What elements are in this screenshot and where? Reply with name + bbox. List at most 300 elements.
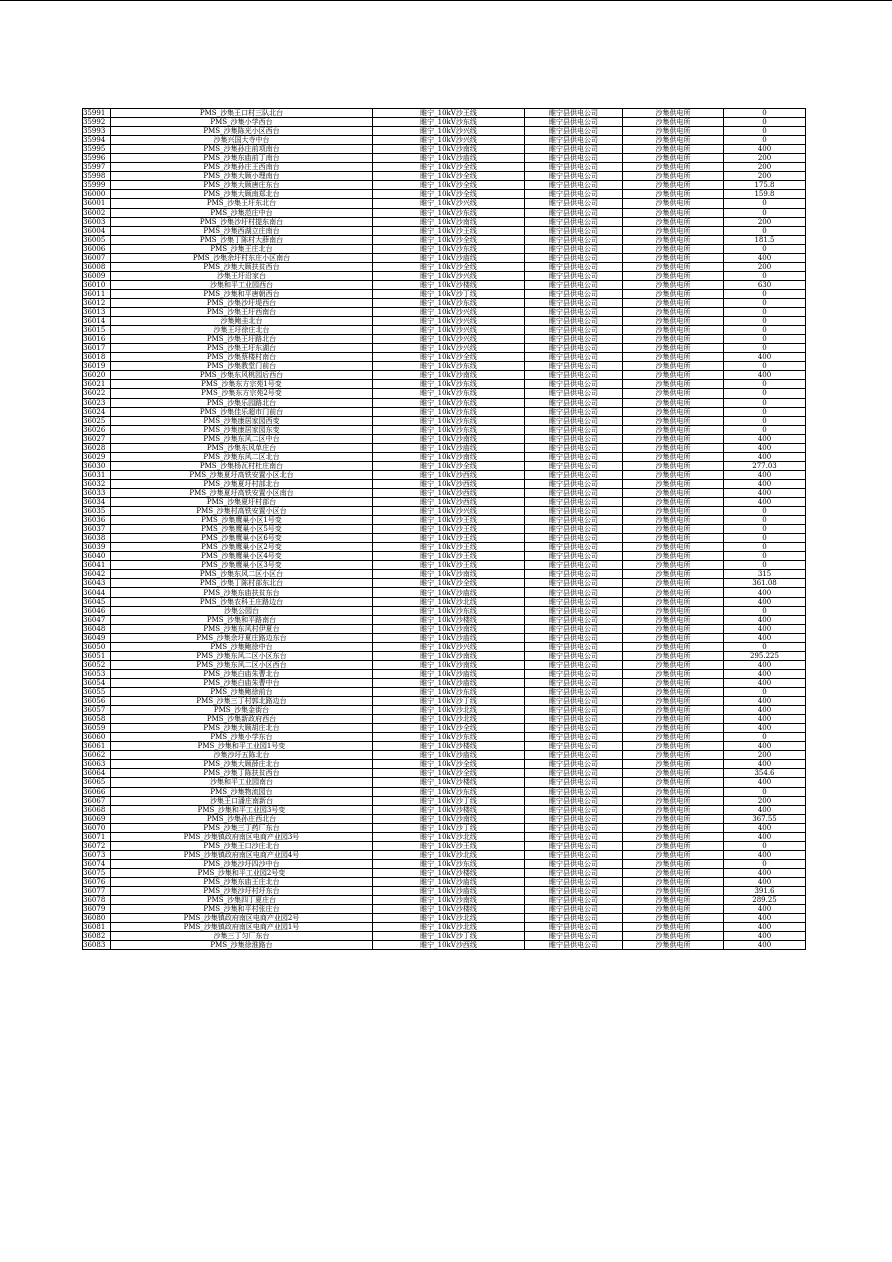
capacity-cell: 0 [724, 380, 806, 389]
company-cell: 睢宁县供电公司 [525, 335, 623, 344]
supply-station-cell: 沙集供电所 [623, 118, 724, 127]
row-id-cell: 36065 [83, 778, 111, 787]
station-name-cell: PMS_沙集大顾扶贫西台 [111, 262, 373, 271]
row-id-cell: 36000 [83, 190, 111, 199]
company-cell: 睢宁县供电公司 [525, 326, 623, 335]
row-id-cell: 35991 [83, 109, 111, 118]
feeder-line-cell: 睢宁_10kV沙西线 [373, 470, 525, 479]
company-cell: 睢宁县供电公司 [525, 407, 623, 416]
company-cell: 睢宁县供电公司 [525, 199, 623, 208]
feeder-line-cell: 睢宁_10kV沙兴线 [373, 127, 525, 136]
table-row [83, 887, 806, 896]
company-cell: 睢宁县供电公司 [525, 570, 623, 579]
supply-station-cell: 沙集供电所 [623, 226, 724, 235]
company-cell: 睢宁县供电公司 [525, 163, 623, 172]
table-row [83, 235, 806, 244]
table-row [83, 606, 806, 615]
capacity-cell: 315 [724, 570, 806, 579]
company-cell: 睢宁县供电公司 [525, 308, 623, 317]
feeder-line-cell: 睢宁_10kV沙楼线 [373, 280, 525, 289]
station-name-cell: PMS_沙集王口村三队北台 [111, 109, 373, 118]
capacity-cell: 0 [724, 199, 806, 208]
company-cell: 睢宁县供电公司 [525, 498, 623, 507]
supply-station-cell: 沙集供电所 [623, 407, 724, 416]
company-cell: 睢宁县供电公司 [525, 398, 623, 407]
station-name-cell: 沙集王圩沿家台 [111, 271, 373, 280]
feeder-line-cell: 睢宁_10kV沙东线 [373, 208, 525, 217]
table-row [83, 344, 806, 353]
station-name-cell: 沙集公园台 [111, 606, 373, 615]
supply-station-cell: 沙集供电所 [623, 660, 724, 669]
capacity-cell: 277.03 [724, 461, 806, 470]
row-id-cell: 36013 [83, 308, 111, 317]
capacity-cell: 400 [724, 669, 806, 678]
capacity-cell: 0 [724, 407, 806, 416]
feeder-line-cell: 睢宁_10kV沙兴线 [373, 199, 525, 208]
table-row [83, 742, 806, 751]
feeder-line-cell: 睢宁_10kV沙丁线 [373, 697, 525, 706]
row-id-cell: 35995 [83, 145, 111, 154]
table-row [83, 145, 806, 154]
supply-station-cell: 沙集供电所 [623, 868, 724, 877]
company-cell: 睢宁县供电公司 [525, 742, 623, 751]
feeder-line-cell: 睢宁_10kV沙王线 [373, 226, 525, 235]
supply-station-cell: 沙集供电所 [623, 923, 724, 932]
station-name-cell: PMS_沙集东风村伊夏台 [111, 624, 373, 633]
row-id-cell: 35999 [83, 181, 111, 190]
supply-station-cell: 沙集供电所 [623, 742, 724, 751]
table-row [83, 552, 806, 561]
supply-station-cell: 沙集供电所 [623, 344, 724, 353]
station-name-cell: PMS_沙集丁陈村部东北台 [111, 579, 373, 588]
feeder-line-cell: 睢宁_10kV沙南线 [373, 217, 525, 226]
company-cell: 睢宁县供电公司 [525, 208, 623, 217]
capacity-cell: 367.55 [724, 814, 806, 823]
feeder-line-cell: 睢宁_10kV沙楼线 [373, 778, 525, 787]
company-cell: 睢宁县供电公司 [525, 118, 623, 127]
row-id-cell: 36032 [83, 479, 111, 488]
feeder-line-cell: 睢宁_10kV沙兴线 [373, 507, 525, 516]
data-table [82, 108, 806, 950]
feeder-line-cell: 睢宁_10kV沙全线 [373, 579, 525, 588]
table-row [83, 651, 806, 660]
table-row [83, 208, 806, 217]
company-cell: 睢宁县供电公司 [525, 127, 623, 136]
table-row [83, 597, 806, 606]
row-id-cell: 36070 [83, 823, 111, 832]
supply-station-cell: 沙集供电所 [623, 588, 724, 597]
supply-station-cell: 沙集供电所 [623, 498, 724, 507]
table-row [83, 914, 806, 923]
table-row [83, 289, 806, 298]
capacity-cell: 400 [724, 678, 806, 687]
supply-station-cell: 沙集供电所 [623, 859, 724, 868]
row-id-cell: 35992 [83, 118, 111, 127]
table-row [83, 280, 806, 289]
supply-station-cell: 沙集供电所 [623, 516, 724, 525]
table-row [83, 561, 806, 570]
row-id-cell: 36044 [83, 588, 111, 597]
table-row [83, 470, 806, 479]
feeder-line-cell: 睢宁_10kV沙丁线 [373, 289, 525, 298]
capacity-cell: 289.25 [724, 896, 806, 905]
company-cell: 睢宁县供电公司 [525, 434, 623, 443]
table-row [83, 733, 806, 742]
feeder-line-cell: 睢宁_10kV沙全线 [373, 235, 525, 244]
supply-station-cell: 沙集供电所 [623, 633, 724, 642]
table-row [83, 443, 806, 452]
table-row [83, 678, 806, 687]
capacity-cell: 0 [724, 271, 806, 280]
row-id-cell: 35997 [83, 163, 111, 172]
company-cell: 睢宁县供电公司 [525, 787, 623, 796]
capacity-cell: 0 [724, 733, 806, 742]
feeder-line-cell: 睢宁_10kV沙北线 [373, 914, 525, 923]
station-name-cell: PMS_沙集东方宗苑1号变 [111, 380, 373, 389]
feeder-line-cell: 睢宁_10kV沙西线 [373, 941, 525, 950]
company-cell: 睢宁县供电公司 [525, 850, 623, 859]
station-name-cell: PMS_沙集和平工业园1号变 [111, 742, 373, 751]
row-id-cell: 36057 [83, 706, 111, 715]
supply-station-cell: 沙集供电所 [623, 697, 724, 706]
supply-station-cell: 沙集供电所 [623, 172, 724, 181]
station-name-cell: PMS_沙集鲍徐前台 [111, 688, 373, 697]
feeder-line-cell: 睢宁_10kV沙王线 [373, 525, 525, 534]
capacity-cell: 400 [724, 371, 806, 380]
capacity-cell: 0 [724, 534, 806, 543]
feeder-line-cell: 睢宁_10kV沙东线 [373, 416, 525, 425]
station-name-cell: PMS_沙集村高铁安置小区台 [111, 507, 373, 516]
station-name-cell: PMS_沙集沙圩堤西台 [111, 298, 373, 307]
company-cell: 睢宁县供电公司 [525, 561, 623, 570]
company-cell: 睢宁县供电公司 [525, 814, 623, 823]
table-row [83, 498, 806, 507]
company-cell: 睢宁县供电公司 [525, 615, 623, 624]
company-cell: 睢宁县供电公司 [525, 688, 623, 697]
company-cell: 睢宁县供电公司 [525, 136, 623, 145]
row-id-cell: 35993 [83, 127, 111, 136]
table-row [83, 298, 806, 307]
capacity-cell: 0 [724, 841, 806, 850]
table-row [83, 127, 806, 136]
feeder-line-cell: 睢宁_10kV沙庙线 [373, 443, 525, 452]
company-cell: 睢宁县供电公司 [525, 651, 623, 660]
supply-station-cell: 沙集供电所 [623, 642, 724, 651]
table-row [83, 262, 806, 271]
capacity-cell: 400 [724, 877, 806, 886]
feeder-line-cell: 睢宁_10kV沙王线 [373, 841, 525, 850]
company-cell: 睢宁县供电公司 [525, 923, 623, 932]
company-cell: 睢宁县供电公司 [525, 624, 623, 633]
feeder-line-cell: 睢宁_10kV沙南线 [373, 660, 525, 669]
feeder-line-cell: 睢宁_10kV沙西线 [373, 498, 525, 507]
feeder-line-cell: 睢宁_10kV沙庙线 [373, 887, 525, 896]
supply-station-cell: 沙集供电所 [623, 217, 724, 226]
table-row [83, 706, 806, 715]
row-id-cell: 36063 [83, 760, 111, 769]
company-cell: 睢宁县供电公司 [525, 226, 623, 235]
row-id-cell: 36062 [83, 751, 111, 760]
feeder-line-cell: 睢宁_10kV沙楼线 [373, 742, 525, 751]
table-row [83, 588, 806, 597]
table-row [83, 434, 806, 443]
table-row [83, 109, 806, 118]
capacity-cell: 0 [724, 552, 806, 561]
company-cell: 睢宁县供电公司 [525, 805, 623, 814]
station-name-cell: PMS_沙集丁陈扶贫西台 [111, 769, 373, 778]
company-cell: 睢宁县供电公司 [525, 887, 623, 896]
row-id-cell: 36045 [83, 597, 111, 606]
capacity-cell: 181.5 [724, 235, 806, 244]
company-cell: 睢宁县供电公司 [525, 253, 623, 262]
station-name-cell: PMS_沙集东风二区北台 [111, 452, 373, 461]
supply-station-cell: 沙集供电所 [623, 905, 724, 914]
row-id-cell: 35994 [83, 136, 111, 145]
table-row [83, 507, 806, 516]
row-id-cell: 36014 [83, 317, 111, 326]
feeder-line-cell: 睢宁_10kV沙南线 [373, 651, 525, 660]
supply-station-cell: 沙集供电所 [623, 335, 724, 344]
feeder-line-cell: 睢宁_10kV沙北线 [373, 706, 525, 715]
station-name-cell: PMS_沙集沙圩村提东南台 [111, 217, 373, 226]
table-row [83, 751, 806, 760]
table-row [83, 660, 806, 669]
row-id-cell: 36056 [83, 697, 111, 706]
capacity-cell: 400 [724, 914, 806, 923]
row-id-cell: 36001 [83, 199, 111, 208]
station-name-cell: PMS_沙集四丁夏庄台 [111, 896, 373, 905]
supply-station-cell: 沙集供电所 [623, 669, 724, 678]
capacity-cell: 0 [724, 136, 806, 145]
supply-station-cell: 沙集供电所 [623, 362, 724, 371]
table-row [83, 398, 806, 407]
company-cell: 睢宁县供电公司 [525, 905, 623, 914]
supply-station-cell: 沙集供电所 [623, 109, 724, 118]
station-name-cell: PMS_沙集东风二区小区东台 [111, 651, 373, 660]
supply-station-cell: 沙集供电所 [623, 552, 724, 561]
company-cell: 睢宁县供电公司 [525, 416, 623, 425]
table-row [83, 479, 806, 488]
capacity-cell: 400 [724, 805, 806, 814]
supply-station-cell: 沙集供电所 [623, 570, 724, 579]
feeder-line-cell: 睢宁_10kV沙楼线 [373, 905, 525, 914]
company-cell: 睢宁县供电公司 [525, 534, 623, 543]
table-row [83, 787, 806, 796]
station-name-cell: PMS_沙集东方宗苑2号变 [111, 389, 373, 398]
supply-station-cell: 沙集供电所 [623, 488, 724, 497]
supply-station-cell: 沙集供电所 [623, 651, 724, 660]
company-cell: 睢宁县供电公司 [525, 941, 623, 950]
station-name-cell: PMS_沙集和平路南台 [111, 615, 373, 624]
feeder-line-cell: 睢宁_10kV沙东线 [373, 398, 525, 407]
company-cell: 睢宁县供电公司 [525, 660, 623, 669]
company-cell: 睢宁县供电公司 [525, 877, 623, 886]
table-row [83, 516, 806, 525]
feeder-line-cell: 睢宁_10kV沙庙线 [373, 154, 525, 163]
capacity-cell: 0 [724, 109, 806, 118]
station-name-cell: PMS_沙集鹰巢小区1号变 [111, 516, 373, 525]
company-cell: 睢宁县供电公司 [525, 181, 623, 190]
table-row [83, 760, 806, 769]
row-id-cell: 36004 [83, 226, 111, 235]
supply-station-cell: 沙集供电所 [623, 941, 724, 950]
table-row [83, 380, 806, 389]
row-id-cell: 36079 [83, 905, 111, 914]
capacity-cell: 391.6 [724, 887, 806, 896]
capacity-cell: 400 [724, 498, 806, 507]
company-cell: 睢宁县供电公司 [525, 371, 623, 380]
supply-station-cell: 沙集供电所 [623, 579, 724, 588]
company-cell: 睢宁县供电公司 [525, 235, 623, 244]
row-id-cell: 36030 [83, 461, 111, 470]
row-id-cell: 36025 [83, 416, 111, 425]
feeder-line-cell: 睢宁_10kV沙东线 [373, 118, 525, 127]
table-row [83, 371, 806, 380]
table-row [83, 389, 806, 398]
supply-station-cell: 沙集供电所 [623, 145, 724, 154]
capacity-cell: 0 [724, 289, 806, 298]
supply-station-cell: 沙集供电所 [623, 443, 724, 452]
supply-station-cell: 沙集供电所 [623, 814, 724, 823]
table-row [83, 534, 806, 543]
station-name-cell: PMS_沙集三丁药厂东台 [111, 823, 373, 832]
table-row [83, 308, 806, 317]
feeder-line-cell: 睢宁_10kV沙庙线 [373, 253, 525, 262]
row-id-cell: 36050 [83, 642, 111, 651]
station-name-cell: PMS_沙集范庄中台 [111, 208, 373, 217]
company-cell: 睢宁县供电公司 [525, 859, 623, 868]
station-name-cell: 沙集鲍圭北台 [111, 317, 373, 326]
row-id-cell: 36034 [83, 498, 111, 507]
row-id-cell: 36036 [83, 516, 111, 525]
supply-station-cell: 沙集供电所 [623, 796, 724, 805]
company-cell: 睢宁县供电公司 [525, 172, 623, 181]
station-name-cell: PMS_沙集大顾薛庄北台 [111, 760, 373, 769]
company-cell: 睢宁县供电公司 [525, 344, 623, 353]
company-cell: 睢宁县供电公司 [525, 271, 623, 280]
table-row [83, 814, 806, 823]
feeder-line-cell: 睢宁_10kV沙东线 [373, 425, 525, 434]
feeder-line-cell: 睢宁_10kV沙庙线 [373, 877, 525, 886]
feeder-line-cell: 睢宁_10kV沙丁线 [373, 796, 525, 805]
station-name-cell: 沙集和平工业园西台 [111, 280, 373, 289]
feeder-line-cell: 睢宁_10kV沙全线 [373, 353, 525, 362]
feeder-line-cell: 睢宁_10kV沙北线 [373, 597, 525, 606]
row-id-cell: 36002 [83, 208, 111, 217]
station-name-cell: PMS_沙集乐园路北台 [111, 398, 373, 407]
table-row [83, 118, 806, 127]
company-cell: 睢宁县供电公司 [525, 868, 623, 877]
supply-station-cell: 沙集供电所 [623, 678, 724, 687]
row-id-cell: 36008 [83, 262, 111, 271]
table-row [83, 244, 806, 253]
feeder-line-cell: 睢宁_10kV沙南线 [373, 371, 525, 380]
company-cell: 睢宁县供电公司 [525, 823, 623, 832]
feeder-line-cell: 睢宁_10kV沙南线 [373, 145, 525, 154]
capacity-cell: 400 [724, 905, 806, 914]
company-cell: 睢宁县供电公司 [525, 778, 623, 787]
capacity-cell: 400 [724, 588, 806, 597]
company-cell: 睢宁县供电公司 [525, 896, 623, 905]
supply-station-cell: 沙集供电所 [623, 706, 724, 715]
company-cell: 睢宁县供电公司 [525, 217, 623, 226]
row-id-cell: 36064 [83, 769, 111, 778]
table-row [83, 778, 806, 787]
supply-station-cell: 沙集供电所 [623, 914, 724, 923]
capacity-cell: 400 [724, 624, 806, 633]
capacity-cell: 400 [724, 470, 806, 479]
table-row [83, 226, 806, 235]
feeder-line-cell: 睢宁_10kV沙全线 [373, 190, 525, 199]
company-cell: 睢宁县供电公司 [525, 109, 623, 118]
company-cell: 睢宁县供电公司 [525, 507, 623, 516]
station-name-cell: PMS_沙集丁陈村大薛南台 [111, 235, 373, 244]
capacity-cell: 0 [724, 561, 806, 570]
capacity-cell: 630 [724, 280, 806, 289]
row-id-cell: 36040 [83, 552, 111, 561]
feeder-line-cell: 睢宁_10kV沙楼线 [373, 868, 525, 877]
supply-station-cell: 沙集供电所 [623, 470, 724, 479]
capacity-cell: 0 [724, 543, 806, 552]
supply-station-cell: 沙集供电所 [623, 606, 724, 615]
station-name-cell: PMS_沙集东风二区小区西台 [111, 660, 373, 669]
feeder-line-cell: 睢宁_10kV沙南线 [373, 452, 525, 461]
station-name-cell: PMS_沙集和平唐朝西台 [111, 289, 373, 298]
company-cell: 睢宁县供电公司 [525, 832, 623, 841]
company-cell: 睢宁县供电公司 [525, 724, 623, 733]
row-id-cell: 36073 [83, 850, 111, 859]
row-id-cell: 36061 [83, 742, 111, 751]
row-id-cell: 36060 [83, 733, 111, 742]
company-cell: 睢宁县供电公司 [525, 678, 623, 687]
row-id-cell: 36011 [83, 289, 111, 298]
row-id-cell: 36015 [83, 326, 111, 335]
supply-station-cell: 沙集供电所 [623, 353, 724, 362]
station-name-cell: PMS_沙集王圩路北台 [111, 335, 373, 344]
capacity-cell: 400 [724, 145, 806, 154]
company-cell: 睢宁县供电公司 [525, 298, 623, 307]
station-name-cell: PMS_沙集东风桃园后西台 [111, 371, 373, 380]
row-id-cell: 36066 [83, 787, 111, 796]
feeder-line-cell: 睢宁_10kV沙西线 [373, 479, 525, 488]
feeder-line-cell: 睢宁_10kV沙兴线 [373, 317, 525, 326]
row-id-cell: 36043 [83, 579, 111, 588]
capacity-cell: 400 [724, 452, 806, 461]
supply-station-cell: 沙集供电所 [623, 461, 724, 470]
table-row [83, 317, 806, 326]
supply-station-cell: 沙集供电所 [623, 823, 724, 832]
feeder-line-cell: 睢宁_10kV沙北线 [373, 850, 525, 859]
row-id-cell: 36078 [83, 896, 111, 905]
row-id-cell: 36051 [83, 651, 111, 660]
table-row [83, 181, 806, 190]
company-cell: 睢宁县供电公司 [525, 633, 623, 642]
company-cell: 睢宁县供电公司 [525, 190, 623, 199]
station-name-cell: PMS_沙集白庙朱曹中台 [111, 678, 373, 687]
company-cell: 睢宁县供电公司 [525, 380, 623, 389]
supply-station-cell: 沙集供电所 [623, 724, 724, 733]
station-name-cell: PMS_沙集白庙朱曹北台 [111, 669, 373, 678]
feeder-line-cell: 睢宁_10kV沙王线 [373, 543, 525, 552]
row-id-cell: 36071 [83, 832, 111, 841]
table-row [83, 905, 806, 914]
table-row [83, 488, 806, 497]
capacity-cell: 175.8 [724, 181, 806, 190]
capacity-cell: 361.08 [724, 579, 806, 588]
supply-station-cell: 沙集供电所 [623, 127, 724, 136]
feeder-line-cell: 睢宁_10kV沙北线 [373, 923, 525, 932]
supply-station-cell: 沙集供电所 [623, 154, 724, 163]
